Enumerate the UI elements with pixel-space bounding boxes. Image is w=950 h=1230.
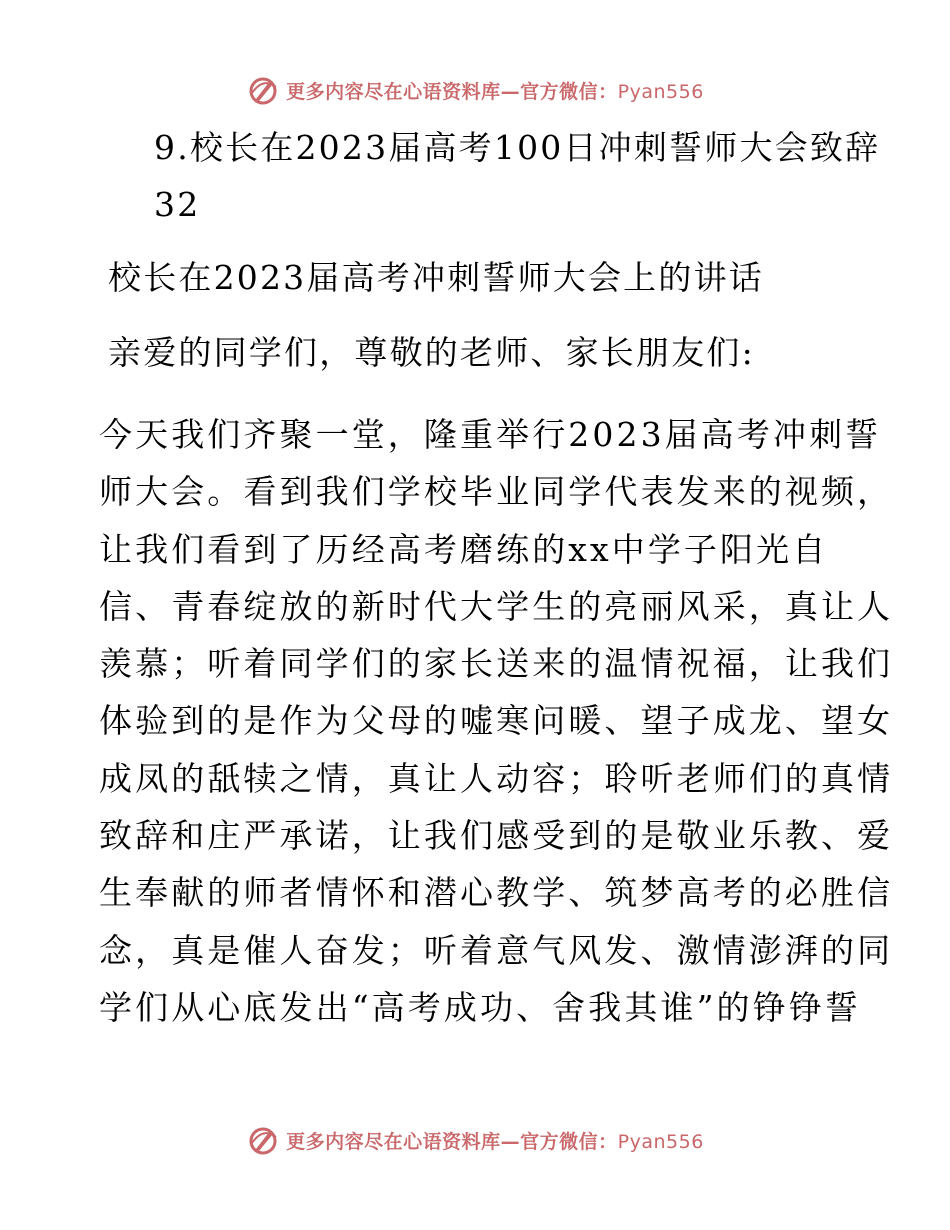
- header-watermark: [0, 72, 950, 108]
- toc-entry-line-1: 9.校长在2023届高考100日冲刺誓师大会致辞: [154, 128, 881, 167]
- paragraph-line: 羡慕；听着同学们的家长送来的温情祝福，让我们: [99, 644, 894, 684]
- speech-title: 校长在2023届高考冲刺誓师大会上的讲话: [108, 258, 764, 297]
- toc-entry-page-number: 32: [154, 185, 201, 224]
- footer-watermark-cn: 更多内容尽在心语资料库—官方微信：: [286, 1130, 618, 1153]
- body-paragraph: [99, 406, 894, 1036]
- footer-watermark-id: Pyan556: [617, 1130, 704, 1153]
- footer-watermark: [0, 1122, 950, 1158]
- header-watermark-cn: 更多内容尽在心语资料库—官方微信：: [286, 80, 618, 103]
- paragraph-line: 今天我们齐聚一堂，隆重举行2023届高考冲刺誓: [99, 415, 882, 454]
- paragraph-line: 生奉献的师者情怀和潜心教学、筑梦高考的必胜信: [99, 873, 894, 913]
- paragraph-line: 致辞和庄严承诺，让我们感受到的是敬业乐教、爱: [99, 816, 894, 856]
- paragraph-line: 让我们看到了历经高考磨练的xx中学子阳光自: [99, 529, 829, 569]
- header-watermark-id: Pyan556: [617, 80, 704, 103]
- paragraph-line: 成凤的舐犊之情，真让人动容；聆听老师们的真情: [99, 758, 894, 798]
- paragraph-line: 师大会。看到我们学校毕业同学代表发来的视频，: [99, 472, 894, 512]
- paragraph-line: 念，真是催人奋发；听着意气风发、激情澎湃的同: [99, 930, 894, 970]
- header-watermark-text: [286, 77, 704, 104]
- salutation: 亲爱的同学们，尊敬的老师、家长朋友们:: [108, 333, 755, 372]
- paragraph-line: 体验到的是作为父母的嘘寒问暖、望子成龙、望女: [99, 701, 894, 741]
- pen-swirl-logo-icon: [246, 73, 280, 107]
- paragraph-line: 信、青春绽放的新时代大学生的亮丽风采，真让人: [99, 586, 894, 626]
- paragraph-line: 学们从心底发出“高考成功、舍我其谁”的铮铮誓: [99, 987, 861, 1027]
- footer-watermark-text: [286, 1127, 704, 1154]
- pen-swirl-logo-icon: [246, 1123, 280, 1157]
